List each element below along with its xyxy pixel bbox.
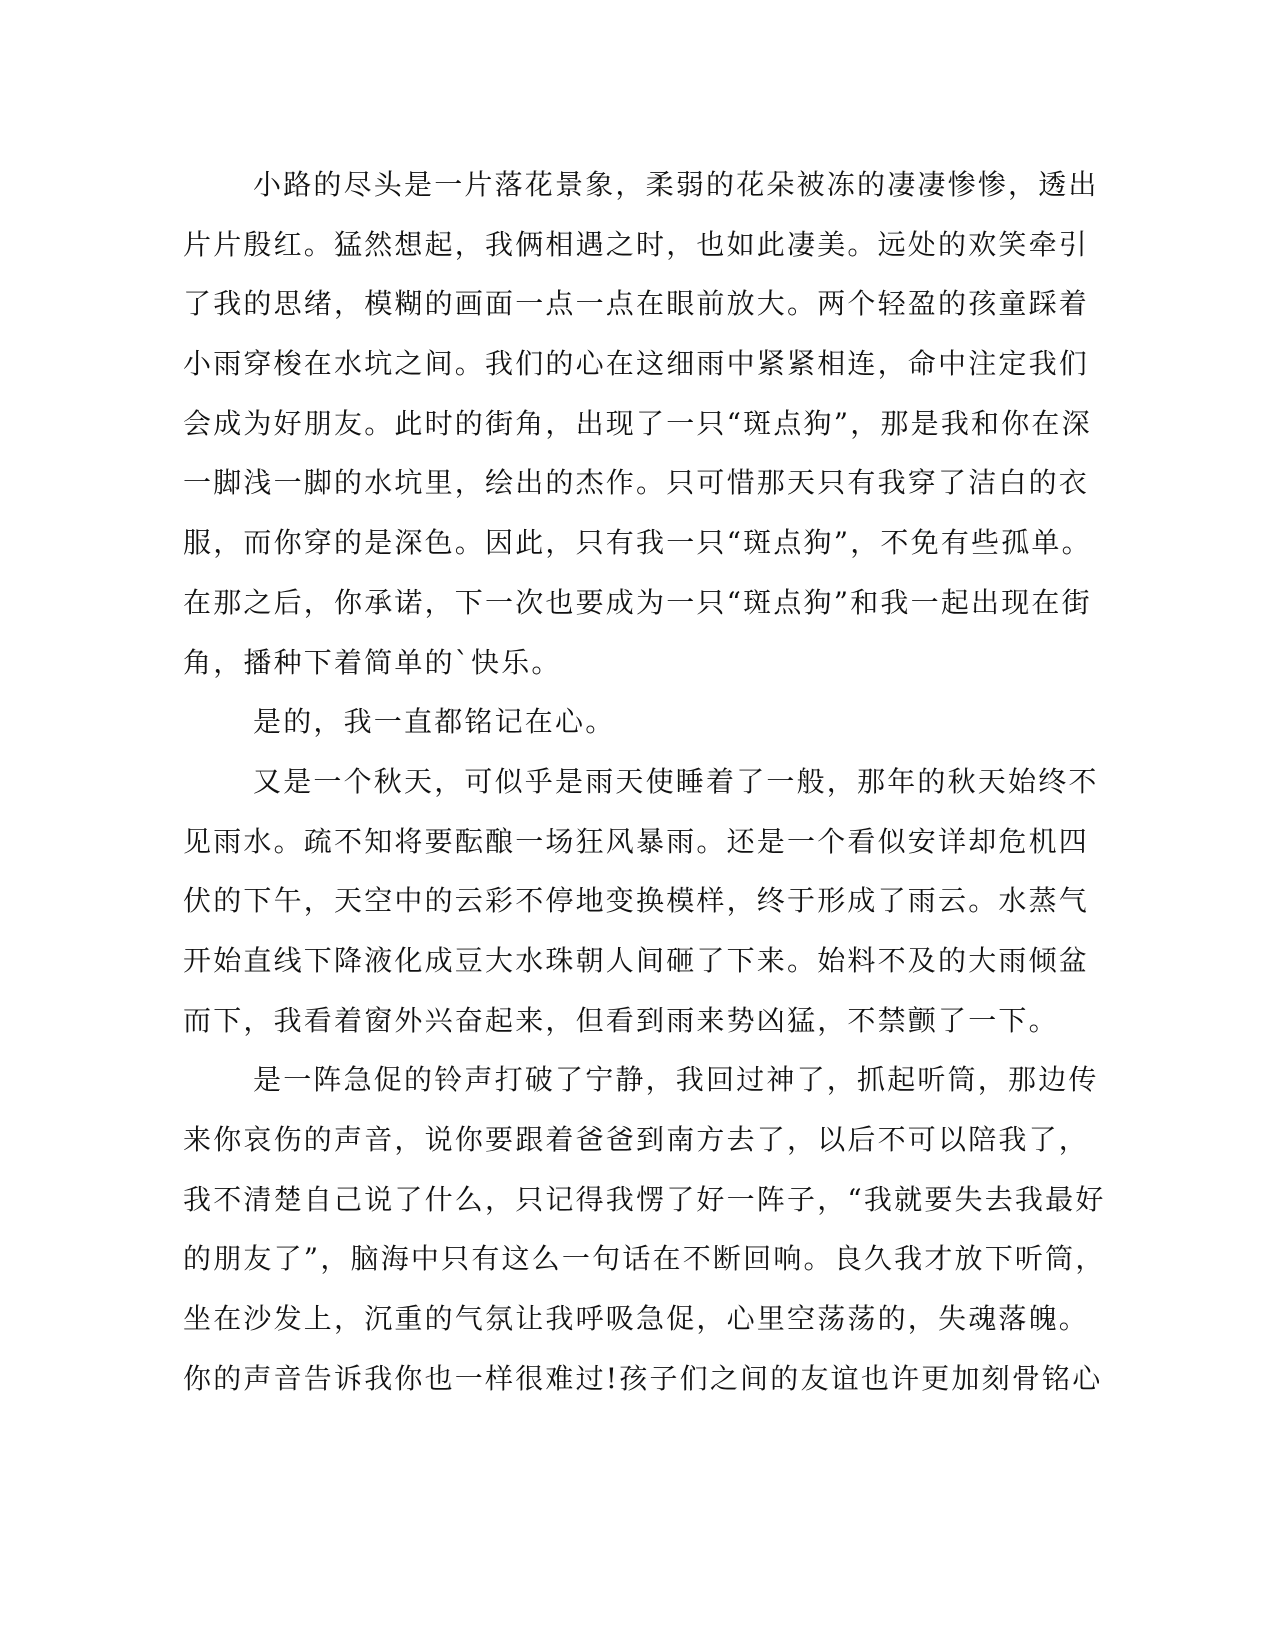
text-line: 是的，我一直都铭记在心。 [253, 705, 616, 739]
paragraph-2 [183, 692, 1043, 752]
text-line: 见雨水。疏不知将要酝酿一场狂风暴雨。还是一个看似安详却危机四 [183, 824, 1090, 858]
text-line: 开始直线下降液化成豆大水珠朝人间砸了下来。始料不及的大雨倾盆 [183, 943, 1090, 977]
text-line: 在那之后，你承诺，下一次也要成为一只“斑点狗”和我一起出现在街 [183, 585, 1092, 619]
paragraph-3 [183, 752, 1099, 1050]
text-line: 片片殷红。猛然想起，我俩相遇之时，也如此凄美。远处的欢笑牵引 [183, 227, 1090, 261]
text-line: 是一阵急促的铃声打破了宁静，我回过神了，抓起听筒，那边传 [253, 1063, 1099, 1097]
paragraph-4 [183, 1050, 1106, 1408]
text-line: 小路的尽头是一片落花景象，柔弱的花朵被冻的凄凄惨惨，透出 [253, 168, 1099, 201]
text-line: 又是一个秋天，可似乎是雨天使睡着了一般，那年的秋天始终不 [253, 764, 1099, 798]
paragraph-1 [183, 155, 1099, 692]
text-line: 了我的思绪，模糊的画面一点一点在眼前放大。两个轻盈的孩童踩着 [183, 287, 1090, 321]
text-line: 小雨穿梭在水坑之间。我们的心在这细雨中紧紧相连，命中注定我们 [183, 347, 1090, 381]
text-line: 而下，我看着窗外兴奋起来，但看到雨来势凶猛，不禁颤了一下。 [183, 1003, 1059, 1037]
text-line: 一脚浅一脚的水坑里，绘出的杰作。只可惜那天只有我穿了洁白的衣 [183, 466, 1090, 500]
text-line: 来你哀伤的声音，说你要跟着爸爸到南方去了，以后不可以陪我了， [183, 1123, 1090, 1156]
text-line: 会成为好朋友。此时的街角，出现了一只“斑点狗”，那是我和你在深 [183, 406, 1092, 440]
text-line: 你的声音告诉我你也一样很难过!孩子们之间的友谊也许更加刻骨铭心 [183, 1361, 1103, 1395]
text-line: 坐在沙发上，沉重的气氛让我呼吸急促，心里空荡荡的，失魂落魄。 [183, 1302, 1090, 1336]
text-line: 伏的下午，天空中的云彩不停地变换模样，终于形成了雨云。水蒸气 [183, 884, 1090, 918]
body-text [183, 155, 1106, 1408]
text-line: 我不清楚自己说了什么，只记得我愣了好一阵子，“我就要失去我最好 [183, 1182, 1106, 1216]
text-line: 角，播种下着简单的`快乐。 [183, 645, 562, 679]
text-line: 服，而你穿的是深色。因此，只有我一只“斑点狗”，不免有些孤单。 [183, 526, 1092, 560]
text-line: 的朋友了”，脑海中只有这么一句话在不断回响。良久我才放下听筒， [183, 1242, 1106, 1276]
